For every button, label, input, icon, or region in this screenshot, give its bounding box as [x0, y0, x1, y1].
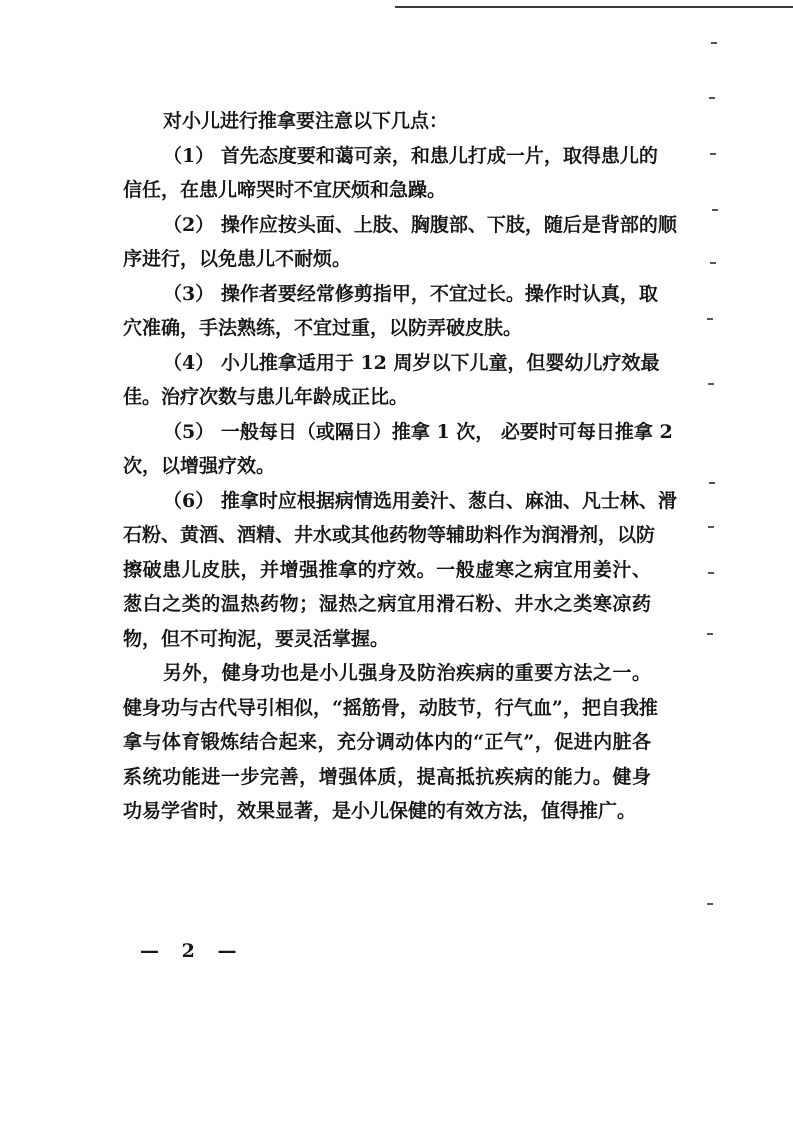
paragraph-line: 次，以增强疗效。 — [123, 455, 276, 477]
scan-speck — [707, 903, 713, 905]
scan-speck — [708, 383, 714, 385]
paragraph-line: 佳。治疗次数与患儿年龄成正比。 — [123, 386, 409, 408]
paragraph-line: 物，但不可拘泥，要灵活掌握。 — [123, 627, 390, 650]
paragraph-line: 葱白之类的温热药物；湿热之病宜用滑石粉、井水之类寒凉药 — [123, 593, 651, 615]
intro-line: 对小儿进行推拿要注意以下几点： — [163, 110, 449, 132]
paragraph-line: （4） 小儿推拿适用于 12 周岁以下儿童，但婴幼儿疗效最 — [163, 351, 660, 374]
paragraph-6 — [123, 484, 677, 657]
paragraph-line: （6） 推拿时应根据病情选用姜汁、葱白、麻油、凡士林、滑 — [163, 489, 677, 512]
scan-speck — [709, 97, 715, 99]
scan-speck — [708, 572, 714, 574]
scan-speck — [710, 153, 716, 155]
page-number: — 2 — — [140, 940, 245, 962]
paragraph-3 — [123, 277, 658, 346]
scan-speck — [712, 209, 718, 211]
paragraph-5 — [123, 415, 673, 484]
paragraph-line: 另外，健身功也是小儿强身及防治疾病的重要方法之一。 — [163, 662, 651, 684]
paragraph-1 — [123, 139, 658, 208]
paragraph-2 — [123, 208, 677, 277]
paragraph-line: （5） 一般每日（或隔日）推拿 1 次， 必要时可每日推拿 2 — [163, 420, 673, 443]
scan-speck — [708, 526, 714, 528]
scan-speck — [709, 482, 715, 484]
scan-speck — [707, 318, 713, 320]
paragraph-line: 穴准确，手法熟练，不宜过重，以防弄破皮肤。 — [123, 317, 523, 339]
paragraph-line: 信任，在患儿啼哭时不宜厌烦和急躁。 — [123, 179, 447, 201]
scan-speck — [711, 42, 717, 44]
paragraph-line: 石粉、黄酒、酒精、井水或其他药物等辅助料作为润滑剂，以防 — [123, 524, 656, 546]
paragraph-line: （3） 操作者要经常修剪指甲，不宜过长。操作时认真，取 — [163, 282, 658, 305]
paragraph-4 — [123, 346, 660, 415]
paragraph-line: 拿与体育锻炼结合起来，充分调动体内的“正气”，促进内脏各 — [123, 731, 651, 753]
paragraph-7 — [123, 656, 658, 829]
paragraph-line: 系统功能进一步完善，增强体质，提高抵抗疾病的能力。健身 — [123, 765, 651, 788]
paragraph-line: 功易学省时，效果显著，是小儿保健的有效方法，值得推广。 — [123, 800, 637, 822]
scan-speck — [707, 633, 713, 635]
paragraph-line: 擦破患儿皮肤，并增强推拿的疗效。一般虚寒之病宜用姜汁、 — [123, 558, 651, 581]
body-text — [123, 104, 677, 829]
paragraph-line: 序进行，以免患儿不耐烦。 — [123, 248, 352, 270]
top-rule — [395, 6, 793, 8]
paragraph-line: （2） 操作应按头面、上肢、胸腹部、下肢，随后是背部的顺 — [163, 213, 677, 236]
paragraph-line: 健身功与古代导引相似，“摇筋骨，动肢节，行气血”，把自我推 — [123, 696, 658, 719]
scan-speck — [710, 262, 716, 264]
paragraph-line: （1） 首先态度要和蔼可亲，和患儿打成一片，取得患儿的 — [163, 144, 658, 167]
